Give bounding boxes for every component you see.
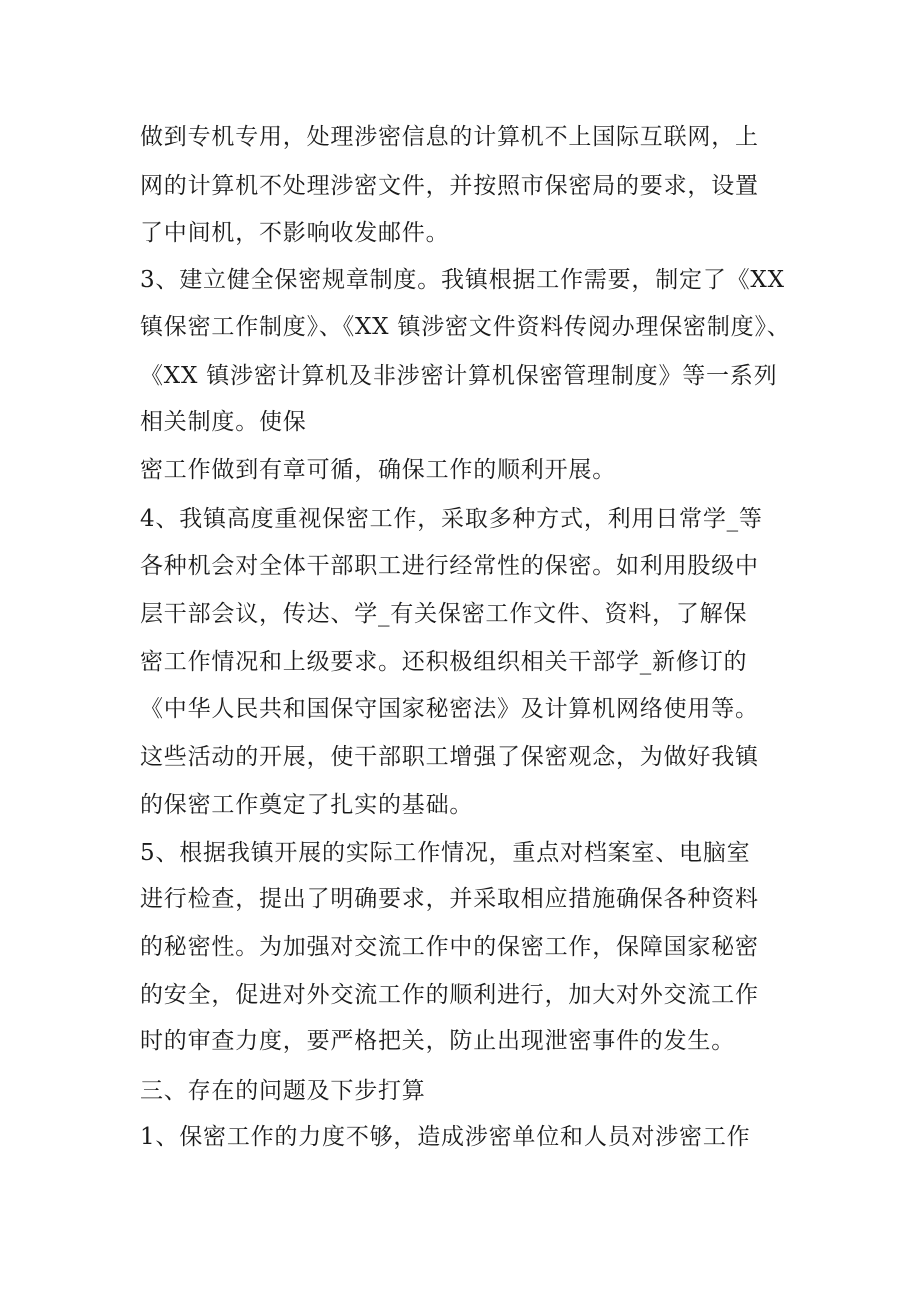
text-line-3: 了中间机，不影响收发邮件。 <box>140 220 450 246</box>
text-line-10: 各种机会对全体干部职工进行经常性的保密。如利用股级中 <box>140 553 759 579</box>
text-line-18: 的秘密性。为加强对交流工作中的保密工作，保障国家秘密 <box>140 934 759 960</box>
text-line-9: 4、我镇高度重视保密工作，采取多种方式，利用日常学_等 <box>140 506 763 532</box>
text-line-1: 做到专机专用，处理涉密信息的计算机不上国际互联网，上 <box>140 124 759 150</box>
text-line-4: 3、建立健全保密规章制度。我镇根据工作需要，制定了《XX <box>140 267 785 293</box>
text-line-13: 《中华人民共和国保守国家秘密法》及计算机网络使用等。 <box>140 696 759 722</box>
text-line-20: 时的审查力度，要严格把关，防止出现泄密事件的发生。 <box>140 1028 735 1054</box>
text-line-2: 网的计算机不处理涉密文件，并按照市保密局的要求，设置 <box>140 173 759 199</box>
text-line-22: 1、保密工作的力度不够，造成涉密单位和人员对涉密工作 <box>140 1124 751 1150</box>
text-line-6: 《XX 镇涉密计算机及非涉密计算机保密管理制度》等一系列 <box>140 363 778 389</box>
text-line-16: 5、根据我镇开展的实际工作情况，重点对档案室、电脑室 <box>140 840 751 866</box>
text-line-7: 相关制度。使保 <box>140 409 307 435</box>
section-heading: 三、存在的问题及下步打算 <box>140 1078 426 1104</box>
text-line-14: 这些活动的开展，使干部职工增强了保密观念，为做好我镇 <box>140 744 759 770</box>
text-line-11: 层干部会议，传达、学_有关保密工作文件、资料，了解保 <box>140 601 748 627</box>
text-line-5: 镇保密工作制度》、《XX 镇涉密文件资料传阅办理保密制度》、 <box>140 314 791 340</box>
text-line-17: 进行检查，提出了明确要求，并采取相应措施确保各种资料 <box>140 886 759 912</box>
text-line-12: 密工作情况和上级要求。还积极组织相关干部学_新修订的 <box>140 649 748 675</box>
text-line-8: 密工作做到有章可循，确保工作的顺利开展。 <box>140 457 616 483</box>
text-line-19: 的安全，促进对外交流工作的顺利进行，加大对外交流工作 <box>140 982 759 1008</box>
text-line-15: 的保密工作奠定了扎实的基础。 <box>140 792 474 818</box>
